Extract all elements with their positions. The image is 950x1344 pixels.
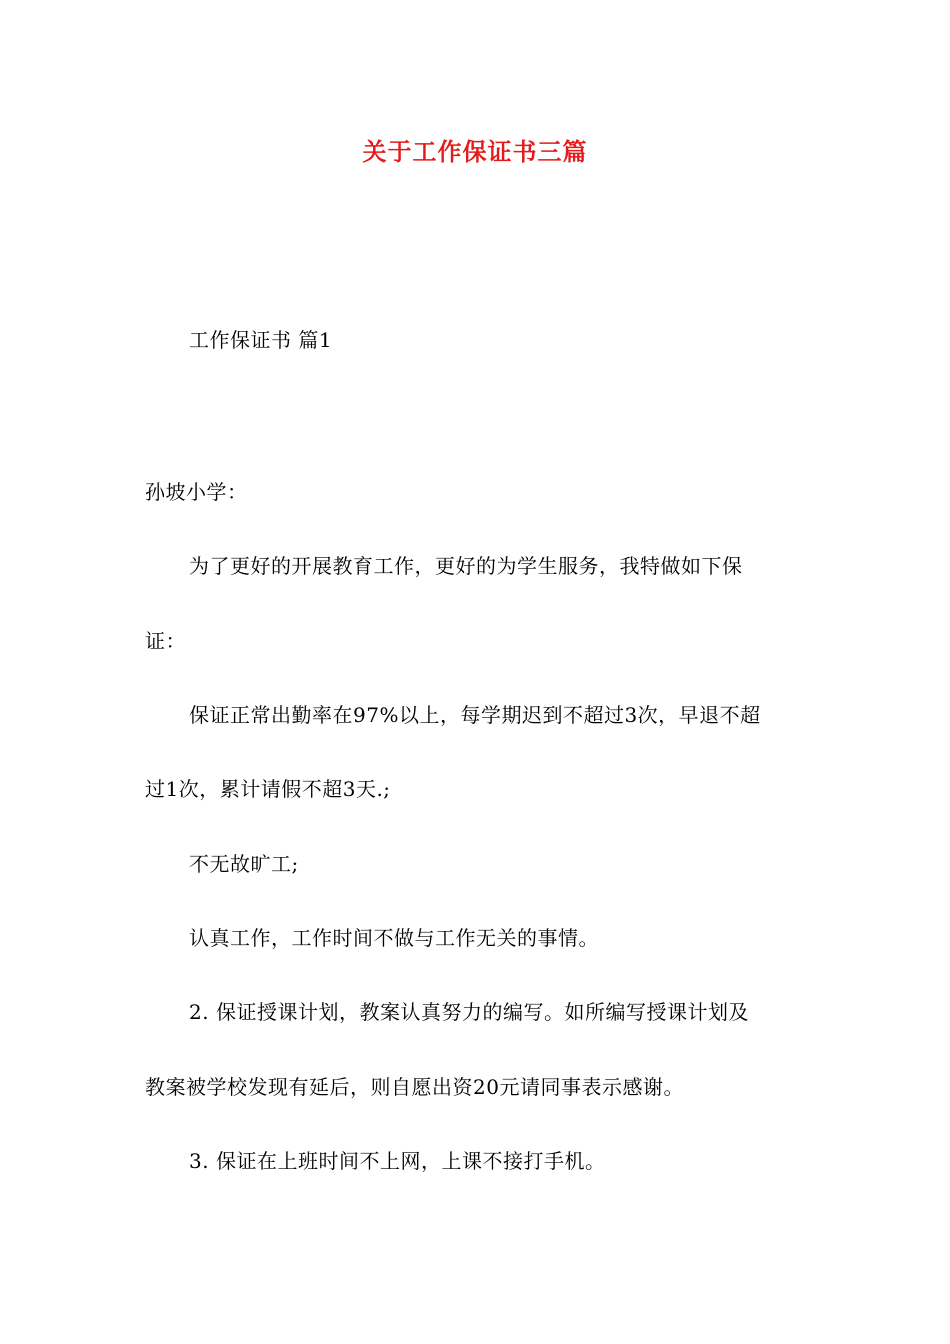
paragraph-line-5: 不无故旷工; <box>189 852 299 876</box>
document-title: 关于工作保证书三篇 <box>362 137 588 166</box>
addressee: 孙坡小学： <box>145 480 248 504</box>
paragraph-line-7: 2. 保证授课计划，教案认真努力的编写。如所编写授课计划及 <box>189 1000 749 1024</box>
section-heading: 工作保证书 篇1 <box>189 328 333 352</box>
paragraph-line-3: 保证正常出勤率在97%以上，每学期迟到不超过3次，早退不超 <box>189 703 761 727</box>
paragraph-line-6: 认真工作，工作时间不做与工作无关的事情。 <box>189 926 599 950</box>
paragraph-line-8: 教案被学校发现有延后，则自愿出资20元请同事表示感谢。 <box>145 1075 684 1099</box>
paragraph-line-9: 3. 保证在上班时间不上网，上课不接打手机。 <box>189 1149 606 1173</box>
paragraph-line-1: 为了更好的开展教育工作，更好的为学生服务，我特做如下保 <box>189 554 743 578</box>
paragraph-line-4: 过1次，累计请假不超3天.; <box>145 777 391 801</box>
paragraph-line-2: 证： <box>145 629 186 653</box>
